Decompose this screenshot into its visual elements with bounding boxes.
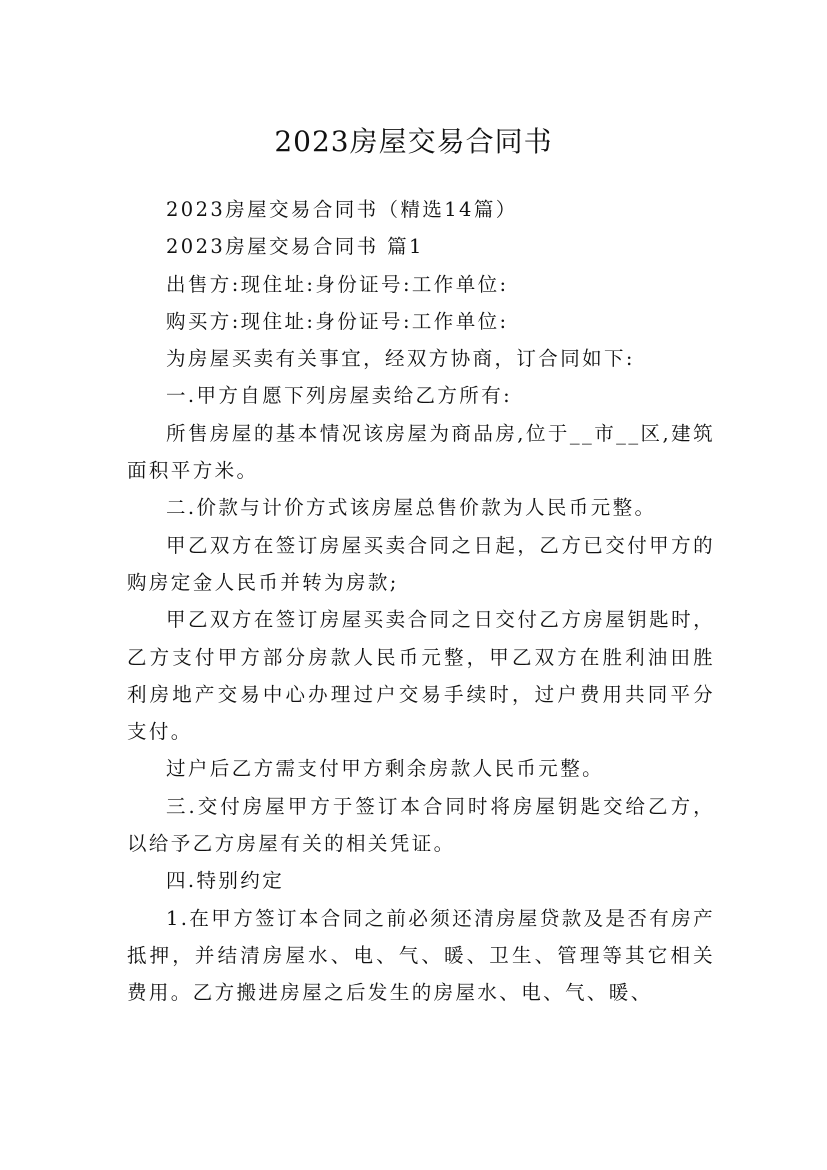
paragraph-clause-2: 二.价款与计价方式该房屋总售价款为人民币元整。 (166, 496, 657, 520)
paragraph-remaining-payment: 过户后乙方需支付甲方剩余房款人民币元整。 (166, 757, 605, 781)
paragraph-property-info: 所售房屋的基本情况该房屋为商品房,位于__市__区,建筑面积平方米。 (127, 421, 715, 483)
paragraph-intro: 为房屋买卖有关事宜，经双方协商，订合同如下: (166, 347, 635, 371)
document-body (127, 191, 715, 1012)
paragraph-subtitle: 2023房屋交易合同书（精选14篇） (166, 198, 518, 221)
paragraph-key-payment: 甲乙双方在签订房屋买卖合同之日交付乙方房屋钥匙时，乙方支付甲方部分房款人民币元整，甲乙双方在胜利油田胜利房地产交易中心办理过户交易手续时，过户费用共同平分支付。 (127, 608, 715, 744)
paragraph-deposit: 甲乙双方在签订房屋买卖合同之日起，乙方已交付甲方的购房定金人民币并转为房款; (127, 533, 715, 594)
paragraph-clause-3: 三.交付房屋甲方于签订本合同时将房屋钥匙交给乙方，以给予乙方房屋有关的相关凭证。 (127, 794, 715, 856)
paragraph-buyer: 购买方:现住址:身份证号:工作单位: (166, 309, 509, 333)
paragraph-section-heading: 2023房屋交易合同书 篇1 (166, 235, 424, 259)
document-title: 2023房屋交易合同书 (274, 124, 553, 158)
paragraph-clause-1: 一.甲方自愿下列房屋卖给乙方所有: (166, 384, 513, 408)
paragraph-special-1: 1.在甲方签订本合同之前必须还清房屋贷款及是否有房产抵押，并结清房屋水、电、气、暖、卫生、管理等其它相关费用。乙方搬进房屋之后发生的房屋水、电、气、暖、 (127, 906, 716, 1005)
paragraph-seller: 出售方:现住址:身份证号:工作单位: (166, 272, 509, 296)
paragraph-clause-4: 四.特别约定 (166, 869, 285, 893)
